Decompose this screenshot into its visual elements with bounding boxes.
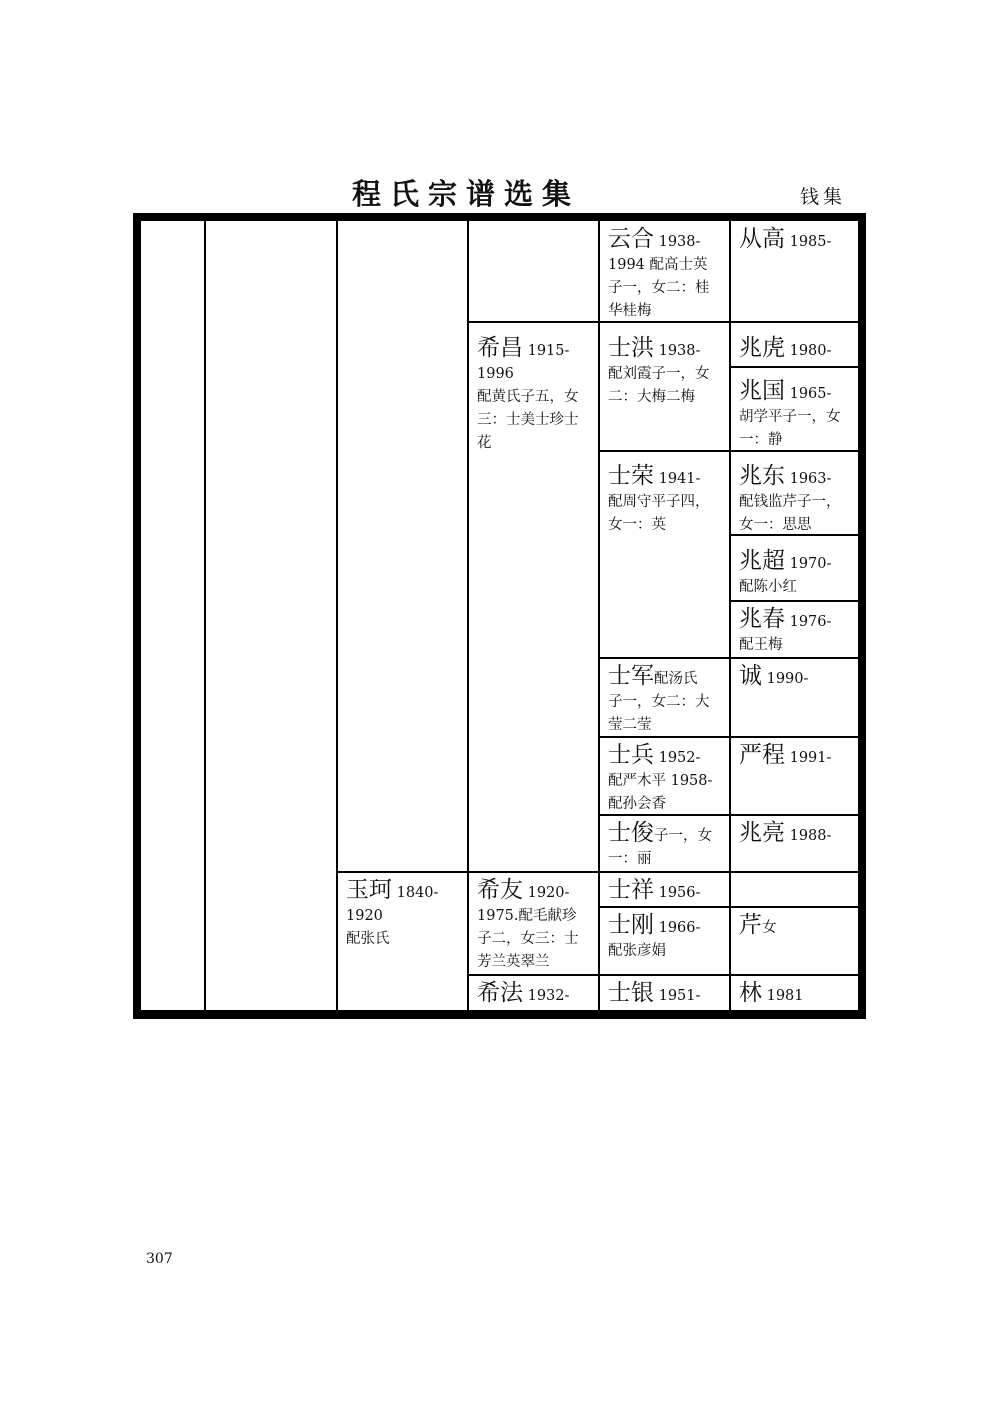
entry-shihong	[608, 333, 710, 409]
entry-year: 1976-	[785, 614, 832, 630]
entry-shigang	[608, 910, 700, 963]
entry-name: 士荣	[608, 463, 654, 489]
entry-name: 士祥	[608, 877, 654, 903]
entry-name: 士洪	[608, 335, 654, 361]
entry-year: 1981	[762, 988, 804, 1004]
entry-note: 二：大梅二梅	[608, 389, 695, 405]
entry-name: 兆东	[739, 463, 785, 489]
entry-year: 1951-	[654, 988, 701, 1004]
entry-note: 配刘霞子一，女	[608, 366, 710, 382]
entry-yancheng	[739, 740, 831, 770]
entry-xifa	[477, 978, 569, 1008]
entry-name: 兆超	[739, 548, 785, 574]
entry-year: 1915-	[523, 343, 570, 359]
entry-name: 芹	[739, 912, 762, 938]
entry-note: 配严木平 1958-	[608, 773, 713, 789]
entry-note: 子一，女二：桂	[608, 280, 710, 296]
column-divider	[204, 221, 206, 1010]
entry-year: 1932-	[523, 988, 570, 1004]
entry-name: 兆春	[739, 606, 785, 632]
entry-name: 云合	[608, 226, 654, 252]
entry-note: 1994 配高士英	[608, 257, 708, 273]
entry-lin	[739, 978, 804, 1008]
entry-zhaodong	[739, 461, 841, 537]
entry-note: 三：士美士珍士	[477, 412, 579, 428]
entry-year: 1991-	[785, 750, 832, 766]
entry-year: 1970-	[785, 556, 832, 572]
entry-name: 希友	[477, 877, 523, 903]
entry-shirong	[608, 461, 710, 537]
entry-note: 配陈小红	[739, 579, 797, 595]
entry-shijun2	[608, 818, 712, 871]
entry-note: 配张氏	[346, 931, 390, 947]
entry-year: 女	[762, 920, 777, 936]
row-divider	[598, 657, 858, 659]
entry-year: 1952-	[654, 750, 701, 766]
row-divider	[598, 906, 858, 908]
column-divider	[729, 221, 731, 1010]
entry-yunhe	[608, 224, 710, 323]
entry-year: 1938-	[654, 234, 701, 250]
entry-name: 希法	[477, 980, 523, 1006]
entry-xichang	[477, 333, 579, 455]
column-divider	[467, 221, 469, 1010]
entry-shibing	[608, 740, 712, 816]
entry-note: 配黄氏子五，女	[477, 389, 579, 405]
row-divider	[467, 974, 858, 976]
entry-year: 1990-	[762, 671, 809, 687]
entry-year: 1988-	[785, 828, 832, 844]
entry-year: 1980-	[785, 343, 832, 359]
entry-note: 华桂梅	[608, 303, 652, 319]
entry-note: 一：静	[739, 432, 783, 448]
entry-name: 从高	[739, 226, 785, 252]
entry-note: 芳兰英翠兰	[477, 954, 550, 970]
entry-note: 子一，女二：大	[608, 694, 710, 710]
entry-note: 女一：思思	[739, 517, 812, 533]
entry-zhaochun	[739, 604, 831, 657]
entry-zhaochao	[739, 546, 831, 599]
entry-note: 配张彦娟	[608, 943, 666, 959]
entry-note: 配孙会香	[608, 796, 666, 812]
entry-zhaohu	[739, 333, 831, 363]
entry-year: 子一，女	[654, 828, 712, 844]
entry-note: 一：丽	[608, 851, 652, 867]
entry-zhaoguo	[739, 376, 841, 452]
entry-conggao	[739, 224, 831, 254]
entry-zhaoliang	[739, 818, 831, 848]
column-divider	[336, 221, 338, 1010]
entry-note: 配王梅	[739, 637, 783, 653]
entry-note: 女一：英	[608, 517, 666, 533]
column-divider	[598, 221, 600, 1010]
entry-shixiang	[608, 875, 700, 905]
entry-year: 1963-	[785, 471, 832, 487]
row-divider	[336, 871, 858, 873]
entry-name: 严程	[739, 742, 785, 768]
entry-note: 胡学平子一，女	[739, 409, 841, 425]
entry-year: 配汤氏	[654, 671, 698, 687]
entry-year: 1920-	[523, 885, 570, 901]
entry-note: 配钱监芹子一，	[739, 494, 841, 510]
entry-name: 林	[739, 980, 762, 1006]
entry-note: 花	[477, 435, 492, 451]
entry-name: 玉珂	[346, 877, 392, 903]
entry-name: 诚	[739, 663, 762, 689]
entry-name: 兆虎	[739, 335, 785, 361]
entry-name: 兆国	[739, 378, 785, 404]
entry-year: 1938-	[654, 343, 701, 359]
entry-name: 士俊	[608, 820, 654, 846]
entry-year: 1956-	[654, 885, 701, 901]
entry-name: 士刚	[608, 912, 654, 938]
entry-name: 士银	[608, 980, 654, 1006]
row-divider	[729, 600, 858, 602]
entry-name: 希昌	[477, 335, 523, 361]
entry-name: 士兵	[608, 742, 654, 768]
document-title: 程氏宗谱选集	[352, 177, 581, 211]
entry-note: 1920	[346, 908, 383, 924]
entry-note: 莹二莹	[608, 717, 652, 733]
entry-xiyou	[477, 875, 579, 974]
entry-year: 1941-	[654, 471, 701, 487]
entry-note: 1996	[477, 366, 514, 382]
row-divider	[729, 366, 858, 368]
entry-qin	[739, 910, 777, 940]
entry-shijun	[608, 661, 710, 737]
entry-year: 1840-	[392, 885, 439, 901]
entry-cheng	[739, 661, 808, 691]
entry-note: 1975.配毛献珍	[477, 908, 577, 924]
entry-yuke	[346, 875, 438, 951]
entry-name: 士军	[608, 663, 654, 689]
entry-shiyin	[608, 978, 700, 1008]
page-number: 307	[146, 1251, 173, 1267]
entry-year: 1985-	[785, 234, 832, 250]
entry-note: 子二，女三：士	[477, 931, 579, 947]
entry-year: 1965-	[785, 386, 832, 402]
document-subtitle: 钱集	[800, 186, 847, 208]
entry-name: 兆亮	[739, 820, 785, 846]
entry-year: 1966-	[654, 920, 701, 936]
entry-note: 配周守平子四，	[608, 494, 710, 510]
